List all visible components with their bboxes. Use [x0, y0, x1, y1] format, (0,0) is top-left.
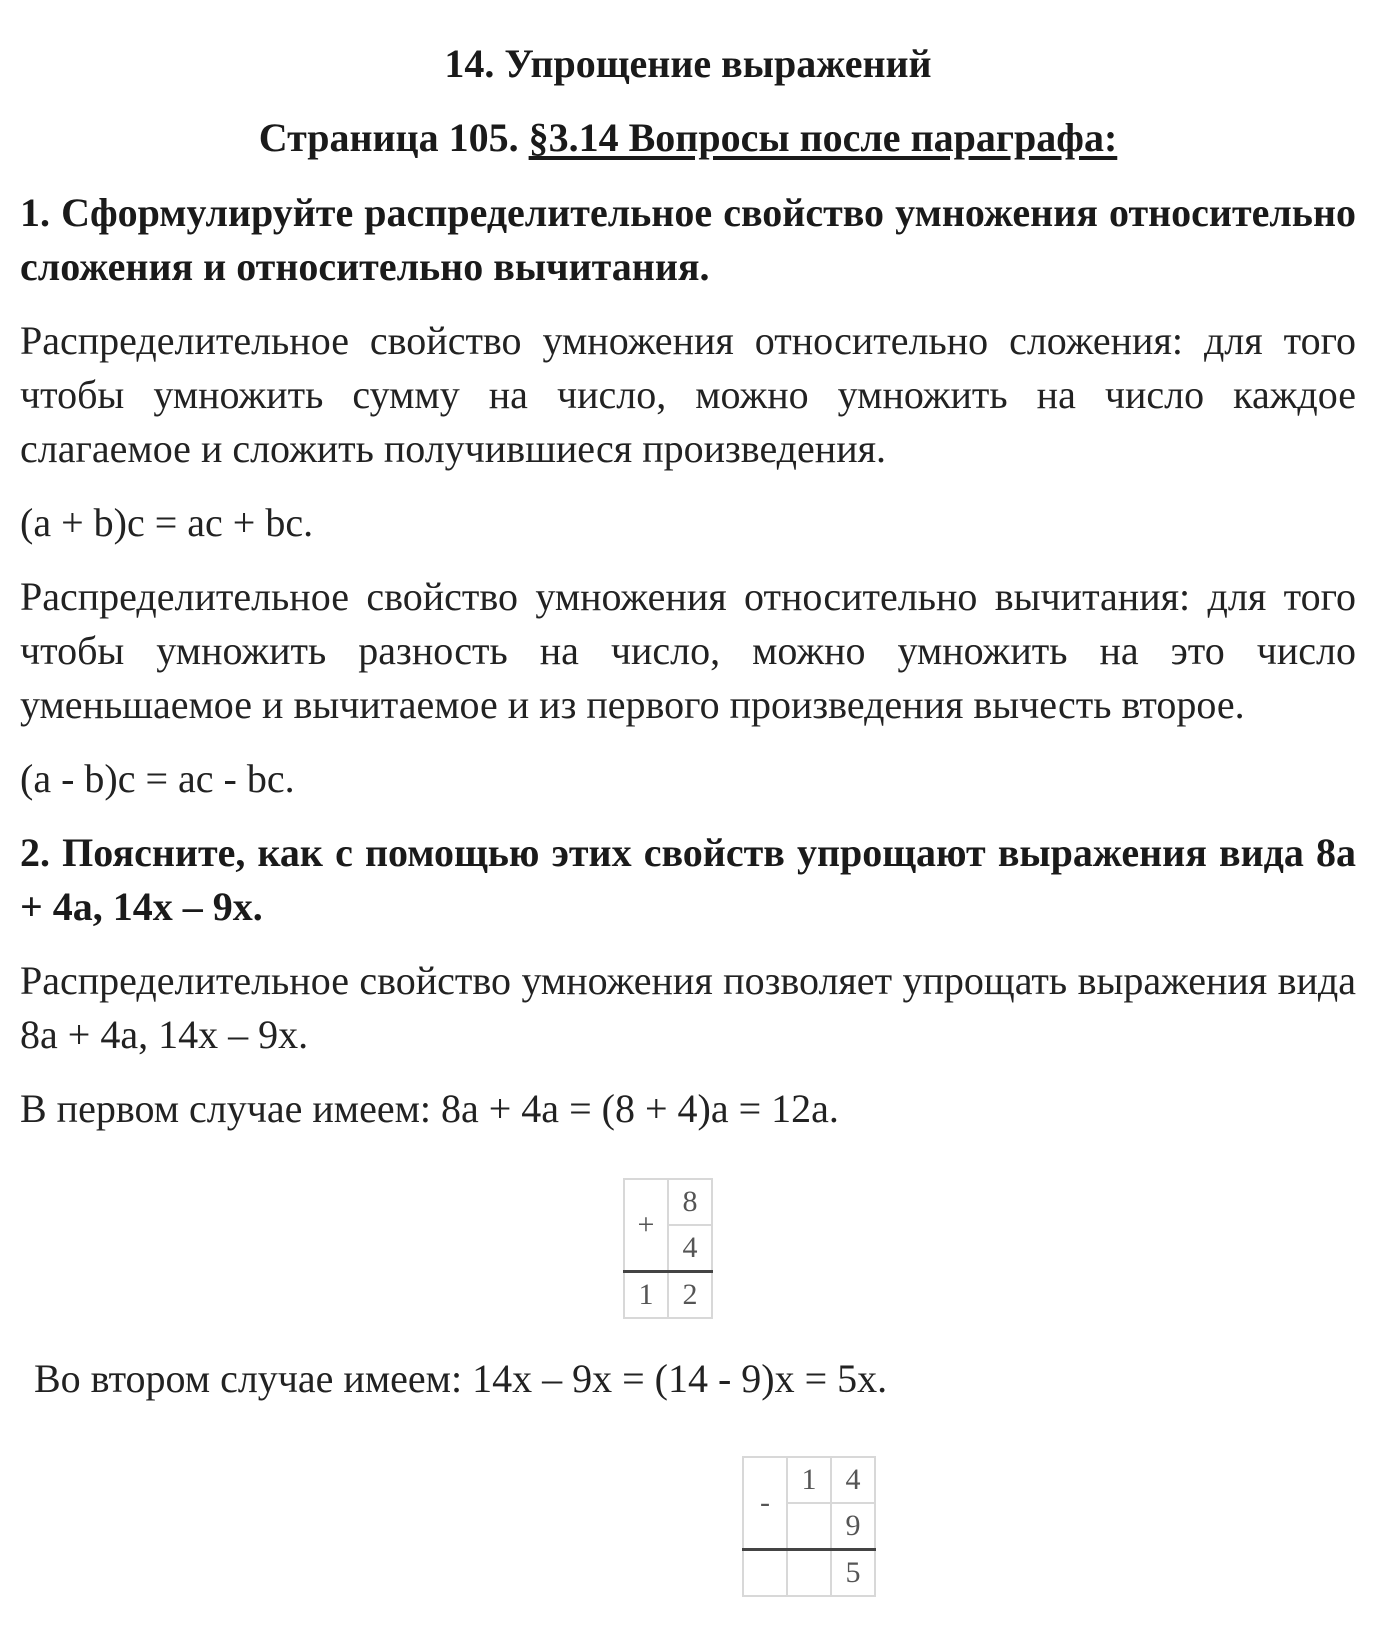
answer-subtraction: Распределительное свойство умножения относительно вычитания: для того чтобы умножить разность на число, можно умножить на это число уменьшаемое и вычитаемое и из первого произведения вычесть второе. — [20, 574, 1356, 727]
case-2: Во втором случае имеем: 14x – 9x = (14 - 9)x = 5x. — [34, 1356, 888, 1401]
calc-result-digit: 1 — [624, 1272, 668, 1319]
page-subtitle — [20, 114, 1356, 162]
addition-column-calc — [623, 1178, 713, 1319]
calc-operator-plus: + — [624, 1179, 668, 1272]
question-2: 2. Поясните, как с помощью этих свойств упрощают выражения вида 8a + 4a, 14x – 9x. — [20, 830, 1356, 929]
answer-addition: Распределительное свойство умножения относительно сложения: для того чтобы умножить сумму на число, можно умножить на число каждое слагаемое и сложить получившиеся произведения. — [20, 318, 1356, 471]
page-title: 14. Упрощение выражений — [444, 41, 932, 86]
formula-addition: (a + b)c = ac + bc. — [20, 500, 314, 545]
calc-result-digit: 2 — [668, 1272, 712, 1319]
calc-result-digit — [743, 1550, 787, 1597]
calc-digit: 4 — [668, 1225, 712, 1272]
calc-operator-minus: - — [743, 1457, 787, 1550]
answer-2: Распределительное свойство умножения позволяет упрощать выражения вида 8a + 4a, 14x – 9x. — [20, 958, 1356, 1057]
section-link[interactable]: §3.14 Вопросы после параграфа: — [528, 115, 1118, 160]
calc-digit: 1 — [787, 1457, 831, 1503]
formula-subtraction: (a - b)c = ac - bc. — [20, 756, 295, 801]
subtitle-prefix: Страница 105. — [258, 115, 529, 160]
calc-result-digit: 5 — [831, 1550, 875, 1597]
calc-digit: 4 — [831, 1457, 875, 1503]
subtraction-column-calc — [742, 1456, 876, 1597]
calc-digit — [787, 1503, 831, 1550]
case-1: В первом случае имеем: 8a + 4a = (8 + 4)a = 12a. — [20, 1086, 839, 1131]
calc-digit: 8 — [668, 1179, 712, 1225]
question-1: 1. Сформулируйте распределительное свойство умножения относительно сложения и относительно вычитания. — [20, 190, 1356, 289]
calc-result-digit — [787, 1550, 831, 1597]
calc-digit: 9 — [831, 1503, 875, 1550]
